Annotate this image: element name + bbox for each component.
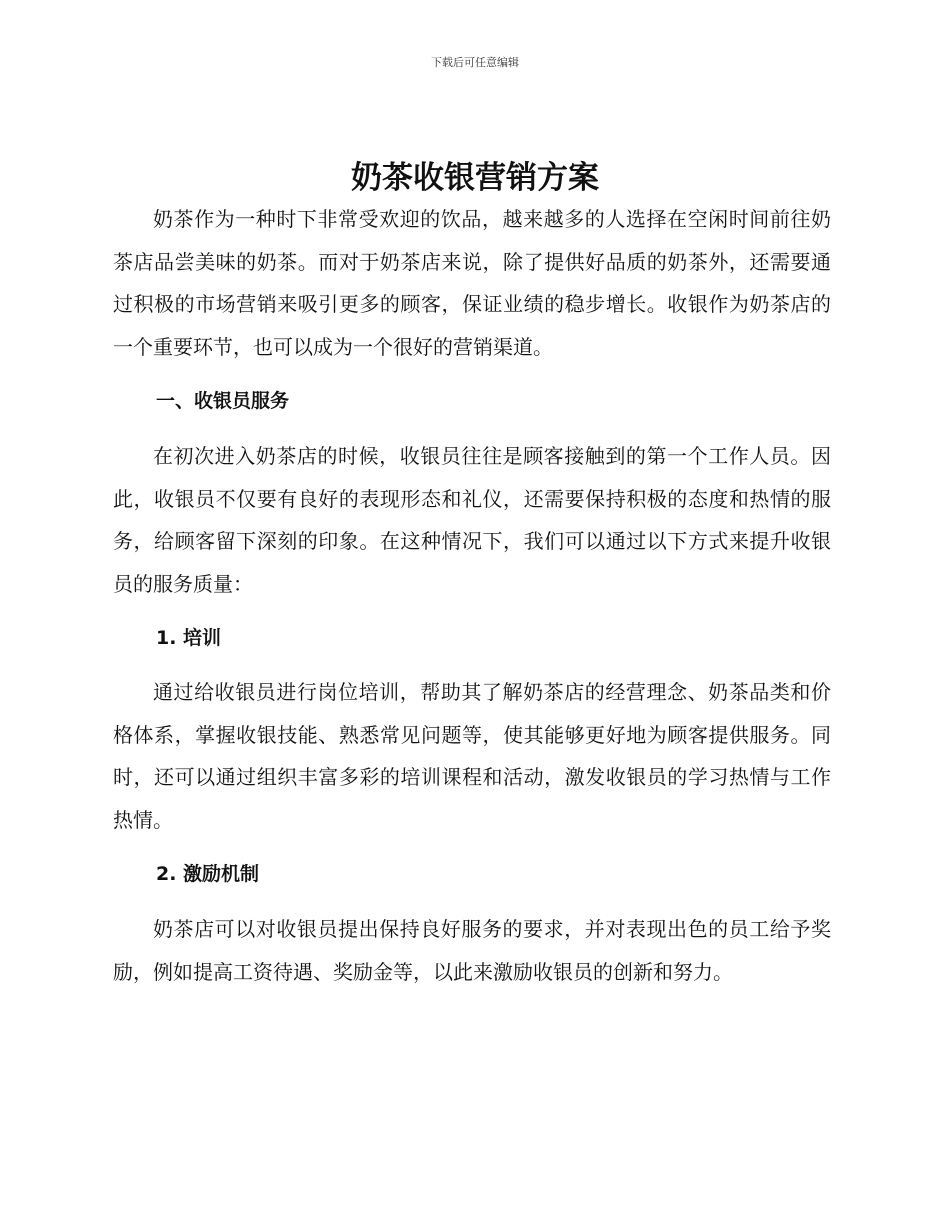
subsection-training [113, 617, 831, 660]
subsection-paragraph: 奶茶店可以对收银员提出保持良好服务的要求，并对表现出色的员工给予奖励，例如提高工资待遇、奖励金等，以此来激励收银员的创新和努力。 [113, 917, 831, 984]
intro-paragraph: 奶茶作为一种时下非常受欢迎的饮品，越来越多的人选择在空闲时间前往奶茶店品尝美味的奶茶。而对于奶茶店来说，除了提供好品质的奶茶外，还需要通过积极的市场营销来吸引更多的顾客，保证业绩的稳步增长。收银作为奶茶店的一个重要环节，也可以成为一个很好的营销渠道。 [113, 207, 831, 359]
section-cashier-service [113, 380, 831, 423]
subsection-heading: 2. 激励机制 [156, 863, 260, 885]
subsection-incentive-body [113, 908, 831, 993]
header-note: 下载后可任意编辑 [431, 56, 519, 69]
section-paragraph: 在初次进入奶茶店的时候，收银员往往是顾客接触到的第一个工作人员。因此，收银员不仅要有良好的表现形态和礼仪，还需要保持积极的态度和热情的服务，给顾客留下深刻的印象。在这种情况下，我们可以通过以下方式来提升收银员的服务质量： [113, 444, 831, 596]
section-heading: 一、收银员服务 [156, 390, 290, 412]
subsection-heading: 1. 培训 [156, 627, 222, 649]
document-title: 奶茶收银营销方案 [351, 160, 599, 196]
subsection-training-body [113, 671, 831, 841]
section-cashier-service-body [113, 435, 831, 605]
intro-section [113, 198, 831, 368]
subsection-paragraph: 通过给收银员进行岗位培训，帮助其了解奶茶店的经营理念、奶茶品类和价格体系，掌握收银技能、熟悉常见问题等，使其能够更好地为顾客提供服务。同时，还可以通过组织丰富多彩的培训课程和活动，激发收银员的学习热情与工作热情。 [113, 680, 831, 832]
subsection-incentive [113, 853, 831, 896]
